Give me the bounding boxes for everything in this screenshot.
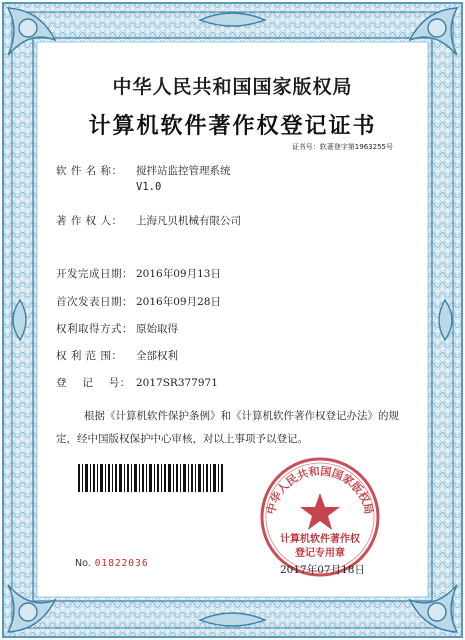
- seal-ring-text: 中华人民共和国国家版权局: [264, 464, 376, 516]
- owner-label: 著 作 权 人：: [56, 215, 123, 227]
- issue-date: 2017年07月18日: [280, 564, 365, 576]
- issuer-title: 中华人民共和国国家版权局: [112, 76, 353, 98]
- scope-value: 全部权利: [136, 350, 178, 362]
- certificate-number: 证书号：软著登字第1963255号: [291, 143, 393, 151]
- pub-date-label: 首次发表日期：: [56, 296, 133, 308]
- scope-label: 权 利 范 围：: [56, 350, 123, 362]
- method-label: 权利取得方式：: [56, 323, 133, 335]
- dev-date-row: [56, 266, 221, 281]
- reg-no-row: [56, 375, 218, 390]
- software-name-value: 搅拌站监控管理系统: [136, 165, 231, 177]
- certificate-title: 计算机软件著作权登记证书: [88, 113, 377, 139]
- registration-statement: 根据《计算机软件保护条例》和《计算机软件著作权登记办法》的规定，经中国版权保护中心审核，对以上事项予以登记。: [56, 410, 399, 445]
- seal-line-2: 登记专用章: [295, 548, 345, 559]
- dev-date-label: 开发完成日期：: [56, 268, 133, 280]
- software-name-label: 软 件 名 称：: [56, 165, 123, 177]
- owner-row: [56, 213, 241, 228]
- serial-number-label: No.: [75, 558, 91, 569]
- reg-no-label: 登 记 号：: [56, 377, 131, 389]
- pub-date-row: [56, 294, 221, 309]
- serial-number-value: 01822036: [94, 558, 149, 569]
- scope-row: [56, 348, 178, 363]
- method-row: [56, 321, 178, 336]
- seal-line-1: 计算机软件著作权: [280, 534, 360, 545]
- method-value: 原始取得: [136, 323, 178, 335]
- pub-date-value: 2016年09月28日: [136, 296, 221, 308]
- barcode: [76, 462, 226, 494]
- dev-date-value: 2016年09月13日: [136, 268, 221, 280]
- software-name-row: [56, 163, 231, 178]
- owner-value: 上海凡贝机械有限公司: [136, 215, 241, 227]
- official-seal: [258, 455, 382, 579]
- serial-number: [75, 558, 149, 569]
- software-version: V1.0: [136, 181, 162, 193]
- reg-no-value: 2017SR377971: [136, 377, 218, 389]
